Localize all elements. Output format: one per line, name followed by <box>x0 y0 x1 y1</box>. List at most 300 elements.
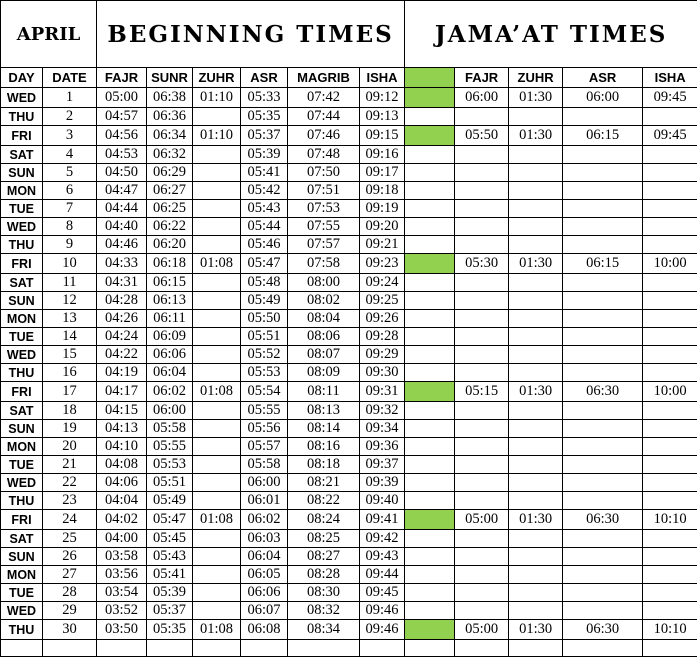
cell-fajr: 04:57 <box>97 108 147 126</box>
highlight-marker <box>405 108 455 126</box>
cell-zuhr <box>193 456 241 474</box>
cell-fajr: 04:28 <box>97 292 147 310</box>
cell-j-fajr <box>455 310 509 328</box>
cell-zuhr <box>193 584 241 602</box>
cell-isha: 09:21 <box>360 236 405 254</box>
cell-j-zuhr <box>509 146 563 164</box>
cell-j-asr <box>563 164 643 182</box>
table-row <box>1 346 697 364</box>
cell-j-zuhr <box>509 456 563 474</box>
cell-fajr: 04:47 <box>97 182 147 200</box>
cell-zuhr <box>193 328 241 346</box>
cell-magrib: 07:42 <box>288 88 360 108</box>
cell-magrib: 08:28 <box>288 566 360 584</box>
cell-j-asr <box>563 364 643 382</box>
cell-j-isha: 10:10 <box>643 620 697 640</box>
cell-fajr: 04:17 <box>97 382 147 402</box>
cell-asr: 05:48 <box>241 274 288 292</box>
cell-asr: 06:06 <box>241 584 288 602</box>
cell-j-asr <box>563 420 643 438</box>
cell-j-isha <box>643 108 697 126</box>
highlight-marker <box>405 328 455 346</box>
cell-fajr: 04:00 <box>97 530 147 548</box>
cell-magrib: 08:24 <box>288 510 360 530</box>
highlight-marker <box>405 420 455 438</box>
cell-j-isha <box>643 566 697 584</box>
jamaat-times-title: JAMA’AT TIMES <box>405 1 697 68</box>
highlight-marker <box>405 402 455 420</box>
cell-zuhr <box>193 364 241 382</box>
cell-zuhr: 01:08 <box>193 510 241 530</box>
cell-fajr: 04:46 <box>97 236 147 254</box>
cell-j-isha <box>643 438 697 456</box>
cell-magrib: 07:55 <box>288 218 360 236</box>
cell-day: THU <box>1 492 43 510</box>
empty-cell <box>563 640 643 657</box>
cell-j-isha <box>643 346 697 364</box>
highlight-marker <box>405 530 455 548</box>
cell-j-fajr <box>455 108 509 126</box>
cell-j-asr <box>563 438 643 456</box>
cell-isha: 09:18 <box>360 182 405 200</box>
cell-j-fajr: 05:50 <box>455 126 509 146</box>
cell-j-fajr <box>455 456 509 474</box>
cell-date: 29 <box>43 602 97 620</box>
column-header-row <box>1 68 697 88</box>
table-row <box>1 88 697 108</box>
highlight-marker <box>405 602 455 620</box>
cell-asr: 05:57 <box>241 438 288 456</box>
cell-j-fajr <box>455 492 509 510</box>
cell-isha: 09:20 <box>360 218 405 236</box>
cell-j-asr <box>563 548 643 566</box>
cell-magrib: 07:51 <box>288 182 360 200</box>
cell-date: 15 <box>43 346 97 364</box>
col-header-fajr: FAJR <box>97 68 147 88</box>
cell-j-isha <box>643 474 697 492</box>
cell-j-asr: 06:00 <box>563 88 643 108</box>
table-row <box>1 584 697 602</box>
cell-j-asr <box>563 108 643 126</box>
cell-day: FRI <box>1 510 43 530</box>
table-row <box>1 164 697 182</box>
highlight-marker <box>405 254 455 274</box>
cell-zuhr <box>193 218 241 236</box>
cell-date: 20 <box>43 438 97 456</box>
cell-j-zuhr <box>509 492 563 510</box>
highlight-marker <box>405 164 455 182</box>
cell-fajr: 04:40 <box>97 218 147 236</box>
cell-j-zuhr <box>509 602 563 620</box>
col-header-day: DAY <box>1 68 43 88</box>
cell-day: SUN <box>1 292 43 310</box>
highlight-marker <box>405 292 455 310</box>
cell-j-fajr <box>455 402 509 420</box>
cell-fajr: 05:00 <box>97 88 147 108</box>
cell-asr: 05:50 <box>241 310 288 328</box>
cell-date: 8 <box>43 218 97 236</box>
cell-sunrise: 05:37 <box>147 602 193 620</box>
cell-fajr: 04:06 <box>97 474 147 492</box>
cell-isha: 09:42 <box>360 530 405 548</box>
cell-magrib: 08:21 <box>288 474 360 492</box>
col-header-jamaat-isha: ISHA <box>643 68 697 88</box>
highlight-marker <box>405 218 455 236</box>
cell-asr: 05:55 <box>241 402 288 420</box>
cell-zuhr <box>193 200 241 218</box>
cell-j-fajr: 05:00 <box>455 510 509 530</box>
highlight-marker <box>405 310 455 328</box>
cell-sunrise: 06:32 <box>147 146 193 164</box>
cell-sunrise: 06:22 <box>147 218 193 236</box>
col-header-date: DATE <box>43 68 97 88</box>
cell-day: THU <box>1 108 43 126</box>
cell-j-asr <box>563 146 643 164</box>
beginning-times-title: BEGINNING TIMES <box>97 1 405 68</box>
table-row <box>1 402 697 420</box>
cell-fajr: 04:50 <box>97 164 147 182</box>
cell-asr: 06:03 <box>241 530 288 548</box>
cell-j-zuhr: 01:30 <box>509 620 563 640</box>
cell-isha: 09:29 <box>360 346 405 364</box>
cell-isha: 09:25 <box>360 292 405 310</box>
cell-zuhr <box>193 236 241 254</box>
table-row <box>1 364 697 382</box>
cell-sunrise: 06:27 <box>147 182 193 200</box>
col-header-sunrise: SUNR <box>147 68 193 88</box>
cell-sunrise: 06:13 <box>147 292 193 310</box>
cell-isha: 09:32 <box>360 402 405 420</box>
cell-asr: 06:04 <box>241 548 288 566</box>
cell-isha: 09:40 <box>360 492 405 510</box>
cell-magrib: 07:46 <box>288 126 360 146</box>
cell-day: WED <box>1 88 43 108</box>
cell-isha: 09:43 <box>360 548 405 566</box>
table-row <box>1 438 697 456</box>
empty-cell <box>147 640 193 657</box>
cell-j-zuhr <box>509 200 563 218</box>
cell-date: 9 <box>43 236 97 254</box>
cell-asr: 05:51 <box>241 328 288 346</box>
cell-j-zuhr <box>509 402 563 420</box>
cell-isha: 09:15 <box>360 126 405 146</box>
table-row <box>1 530 697 548</box>
cell-zuhr <box>193 402 241 420</box>
cell-zuhr: 01:10 <box>193 126 241 146</box>
cell-zuhr: 01:08 <box>193 254 241 274</box>
highlight-marker <box>405 346 455 364</box>
cell-j-isha <box>643 584 697 602</box>
cell-magrib: 08:25 <box>288 530 360 548</box>
cell-sunrise: 05:35 <box>147 620 193 640</box>
col-header-jamaat-fajr: FAJR <box>455 68 509 88</box>
cell-j-fajr <box>455 364 509 382</box>
table-row <box>1 420 697 438</box>
cell-date: 24 <box>43 510 97 530</box>
empty-cell <box>360 640 405 657</box>
cell-date: 2 <box>43 108 97 126</box>
cell-fajr: 04:26 <box>97 310 147 328</box>
cell-fajr: 03:54 <box>97 584 147 602</box>
cell-day: SUN <box>1 548 43 566</box>
cell-sunrise: 05:49 <box>147 492 193 510</box>
cell-j-isha: 10:00 <box>643 382 697 402</box>
cell-j-asr <box>563 584 643 602</box>
col-header-jamaat-asr: ASR <box>563 68 643 88</box>
cell-magrib: 08:34 <box>288 620 360 640</box>
cell-isha: 09:34 <box>360 420 405 438</box>
highlight-marker <box>405 182 455 200</box>
cell-j-asr <box>563 236 643 254</box>
cell-j-zuhr: 01:30 <box>509 126 563 146</box>
highlight-marker <box>405 88 455 108</box>
cell-j-asr: 06:30 <box>563 620 643 640</box>
cell-day: TUE <box>1 456 43 474</box>
cell-j-fajr <box>455 146 509 164</box>
cell-asr: 06:05 <box>241 566 288 584</box>
cell-magrib: 08:27 <box>288 548 360 566</box>
cell-asr: 05:39 <box>241 146 288 164</box>
cell-sunrise: 06:20 <box>147 236 193 254</box>
cell-zuhr <box>193 530 241 548</box>
cell-j-isha <box>643 292 697 310</box>
cell-j-fajr <box>455 530 509 548</box>
cell-sunrise: 06:04 <box>147 364 193 382</box>
cell-j-isha <box>643 310 697 328</box>
table-row <box>1 620 697 640</box>
cell-isha: 09:24 <box>360 274 405 292</box>
cell-fajr: 04:22 <box>97 346 147 364</box>
cell-asr: 06:08 <box>241 620 288 640</box>
title-row <box>1 1 697 68</box>
cell-day: TUE <box>1 200 43 218</box>
cell-j-isha <box>643 182 697 200</box>
cell-zuhr <box>193 438 241 456</box>
table-row <box>1 548 697 566</box>
cell-date: 17 <box>43 382 97 402</box>
cell-fajr: 04:15 <box>97 402 147 420</box>
highlight-marker <box>405 438 455 456</box>
highlight-marker <box>405 510 455 530</box>
cell-date: 30 <box>43 620 97 640</box>
cell-date: 7 <box>43 200 97 218</box>
cell-j-isha <box>643 548 697 566</box>
cell-j-fajr <box>455 164 509 182</box>
highlight-marker <box>405 364 455 382</box>
cell-j-fajr <box>455 602 509 620</box>
cell-fajr: 03:50 <box>97 620 147 640</box>
cell-magrib: 07:57 <box>288 236 360 254</box>
cell-date: 3 <box>43 126 97 146</box>
cell-date: 19 <box>43 420 97 438</box>
cell-j-isha <box>643 420 697 438</box>
cell-j-asr <box>563 200 643 218</box>
cell-sunrise: 05:55 <box>147 438 193 456</box>
cell-day: MON <box>1 310 43 328</box>
cell-j-asr <box>563 328 643 346</box>
cell-j-asr: 06:30 <box>563 510 643 530</box>
cell-sunrise: 06:02 <box>147 382 193 402</box>
cell-fajr: 04:10 <box>97 438 147 456</box>
cell-date: 5 <box>43 164 97 182</box>
cell-fajr: 04:44 <box>97 200 147 218</box>
cell-magrib: 08:22 <box>288 492 360 510</box>
highlight-marker <box>405 236 455 254</box>
cell-j-zuhr <box>509 474 563 492</box>
highlight-marker <box>405 126 455 146</box>
empty-cell <box>509 640 563 657</box>
cell-day: MON <box>1 438 43 456</box>
cell-sunrise: 05:45 <box>147 530 193 548</box>
empty-cell <box>241 640 288 657</box>
cell-asr: 05:46 <box>241 236 288 254</box>
table-row <box>1 146 697 164</box>
cell-day: TUE <box>1 328 43 346</box>
cell-j-zuhr <box>509 438 563 456</box>
empty-cell <box>193 640 241 657</box>
cell-magrib: 07:58 <box>288 254 360 274</box>
empty-cell <box>288 640 360 657</box>
empty-cell <box>455 640 509 657</box>
timetable-body <box>1 1 697 657</box>
cell-day: FRI <box>1 382 43 402</box>
cell-j-zuhr <box>509 364 563 382</box>
cell-isha: 09:17 <box>360 164 405 182</box>
highlight-marker <box>405 456 455 474</box>
cell-date: 11 <box>43 274 97 292</box>
cell-j-asr <box>563 456 643 474</box>
cell-sunrise: 06:09 <box>147 328 193 346</box>
col-header-jamaat-zuhr: ZUHR <box>509 68 563 88</box>
cell-day: WED <box>1 346 43 364</box>
cell-isha: 09:44 <box>360 566 405 584</box>
cell-asr: 05:37 <box>241 126 288 146</box>
cell-j-fajr <box>455 236 509 254</box>
cell-fajr: 03:52 <box>97 602 147 620</box>
cell-sunrise: 06:36 <box>147 108 193 126</box>
cell-j-fajr <box>455 218 509 236</box>
table-row <box>1 108 697 126</box>
cell-asr: 05:47 <box>241 254 288 274</box>
table-row <box>1 182 697 200</box>
table-row <box>1 456 697 474</box>
cell-sunrise: 05:53 <box>147 456 193 474</box>
cell-j-zuhr <box>509 548 563 566</box>
cell-j-isha <box>643 200 697 218</box>
cell-j-asr: 06:15 <box>563 126 643 146</box>
cell-day: SAT <box>1 402 43 420</box>
cell-date: 18 <box>43 402 97 420</box>
col-header-isha: ISHA <box>360 68 405 88</box>
cell-j-isha <box>643 146 697 164</box>
cell-isha: 09:19 <box>360 200 405 218</box>
cell-fajr: 04:02 <box>97 510 147 530</box>
cell-isha: 09:30 <box>360 364 405 382</box>
cell-asr: 05:58 <box>241 456 288 474</box>
cell-j-zuhr: 01:30 <box>509 254 563 274</box>
cell-day: FRI <box>1 126 43 146</box>
highlight-marker <box>405 620 455 640</box>
cell-zuhr <box>193 310 241 328</box>
cell-day: WED <box>1 602 43 620</box>
highlight-marker <box>405 548 455 566</box>
cell-magrib: 08:06 <box>288 328 360 346</box>
cell-date: 28 <box>43 584 97 602</box>
cell-isha: 09:13 <box>360 108 405 126</box>
cell-date: 6 <box>43 182 97 200</box>
cell-j-fajr <box>455 346 509 364</box>
table-row <box>1 602 697 620</box>
cell-j-fajr <box>455 438 509 456</box>
cell-sunrise: 05:41 <box>147 566 193 584</box>
cell-sunrise: 06:15 <box>147 274 193 292</box>
cell-j-zuhr <box>509 182 563 200</box>
cell-asr: 05:49 <box>241 292 288 310</box>
cell-j-fajr <box>455 274 509 292</box>
cell-sunrise: 05:43 <box>147 548 193 566</box>
cell-j-zuhr <box>509 164 563 182</box>
cell-isha: 09:46 <box>360 602 405 620</box>
cell-sunrise: 05:47 <box>147 510 193 530</box>
table-row <box>1 126 697 146</box>
cell-date: 4 <box>43 146 97 164</box>
cell-magrib: 07:53 <box>288 200 360 218</box>
cell-zuhr: 01:08 <box>193 620 241 640</box>
col-header-zuhr: ZUHR <box>193 68 241 88</box>
cell-j-zuhr <box>509 420 563 438</box>
cell-j-zuhr: 01:30 <box>509 510 563 530</box>
cell-zuhr <box>193 274 241 292</box>
cell-isha: 09:39 <box>360 474 405 492</box>
cell-j-isha <box>643 492 697 510</box>
cell-sunrise: 06:34 <box>147 126 193 146</box>
cell-day: SAT <box>1 274 43 292</box>
cell-isha: 09:12 <box>360 88 405 108</box>
cell-asr: 05:43 <box>241 200 288 218</box>
highlight-marker <box>405 382 455 402</box>
cell-magrib: 08:14 <box>288 420 360 438</box>
cell-fajr: 04:24 <box>97 328 147 346</box>
empty-cell <box>43 640 97 657</box>
table-row <box>1 510 697 530</box>
cell-zuhr <box>193 146 241 164</box>
table-row <box>1 382 697 402</box>
cell-sunrise: 06:00 <box>147 402 193 420</box>
cell-zuhr <box>193 182 241 200</box>
cell-j-asr <box>563 492 643 510</box>
cell-isha: 09:28 <box>360 328 405 346</box>
cell-j-isha <box>643 218 697 236</box>
cell-j-fajr: 05:00 <box>455 620 509 640</box>
cell-day: MON <box>1 182 43 200</box>
cell-asr: 05:54 <box>241 382 288 402</box>
cell-fajr: 04:53 <box>97 146 147 164</box>
cell-j-asr <box>563 474 643 492</box>
cell-sunrise: 06:29 <box>147 164 193 182</box>
cell-isha: 09:23 <box>360 254 405 274</box>
cell-day: MON <box>1 566 43 584</box>
cell-isha: 09:45 <box>360 584 405 602</box>
highlight-marker <box>405 146 455 164</box>
cell-j-isha <box>643 164 697 182</box>
cell-sunrise: 05:39 <box>147 584 193 602</box>
empty-cell <box>643 640 697 657</box>
cell-j-fajr <box>455 548 509 566</box>
highlight-marker <box>405 474 455 492</box>
cell-zuhr: 01:10 <box>193 88 241 108</box>
highlight-marker <box>405 566 455 584</box>
table-row <box>1 292 697 310</box>
